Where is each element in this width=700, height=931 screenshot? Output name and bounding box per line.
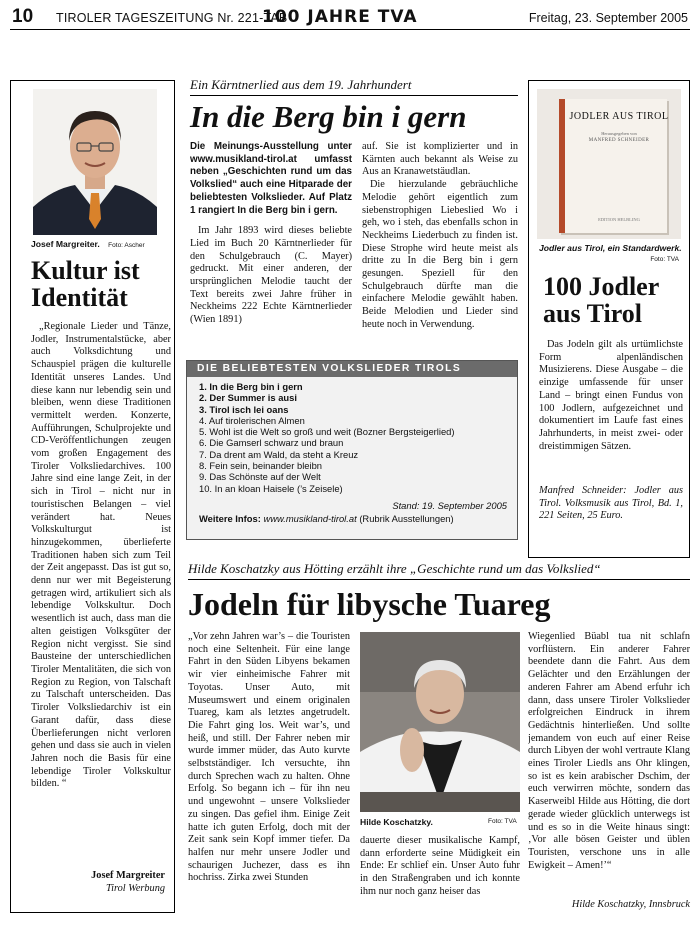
bottom-article-col2-paragraph: dauerte dieser musikalische Kampf, dann erforderte seine Müdigkeit ein Ende: Er schlief ein. Unser Auto fuhr in den Straßengraben und ich konnte ihm nur noch ganz heiser das (360, 835, 520, 897)
book-reference (539, 485, 683, 543)
bottom-article-col3-paragraph: Wiegenlied Büabl tua nit schlafn vorflüstern. Ein anderer Fahrer beendete dann die Fahrt. Aus dem Gelächter und den Erzählungen der anderen Fahrer am Abend erfuhr ich dann, dass unsere Tiroler Volkslieder erfolgreichen Eindruck in ihrem Gedächtnis hinterließen. Und sollte jemandem von euch auf einer Reise durch Libyen der wohl vertraute Klang eines Tiroler Liedls ans Ohr klingen, so ist es kein arabischer Dschim, der euch verwirren möchte, sondern das Kaserweibl Hilde aus Hötting, die dort gerade wieder glücklich unterwegs ist und es so in die Weite hinaus singt: ‚Vor alle bösen Geister und üblen Touristen, verschone uns in alle Ewigkeit – Amen!’“ (528, 631, 690, 871)
list-stand-date: Stand: 19. September 2005 (392, 500, 507, 511)
book-cover-subtitle: Herausgegeben von (601, 131, 637, 136)
bottom-article-col3 (528, 631, 690, 899)
list-item: 7. Da drent am Wald, da steht a Kreuz (199, 448, 359, 460)
book-cover-photo (537, 89, 681, 239)
bottom-article-signature: Hilde Koschatzky, Innsbruck (571, 899, 690, 910)
bottom-article-col1-paragraph: „Vor zehn Jahren war’s – die Touristen noch eine Seltenheit. Für eine lange Fahrt in den Süden Libyens bekamen wir vier einheimische Fahrer mit Toyotas. Unser Auto, mit Museumswert und einem originalen Tuareg, kam als letztes angetrudelt. Die Fahrt ging los. Weit war’s, und heiß, und still. Der Fahrer neben mir wurde immer müder, das Auto kurvte selbstständiger. Ich versuchte, ihn durch Sprechen wach zu halten. Ohne Erfolg. So begann ich – für ihn neu und ungewohnt – unsere Volkslieder zu singen. Das gefiel ihm. Einige Zeit hatte ich guten Erfolg, doch mit der Zeit sank sein Kopf immer tiefer. Da halfen nur mehr unsere Jodler und schaurigen Juchezer, dass es ihn hochriss. Zirka zwei Stunden (188, 631, 350, 884)
koschatzky-caption (360, 817, 480, 827)
page-number: 10 (12, 6, 34, 27)
top-article-rule (190, 95, 518, 96)
book-cover (559, 99, 667, 233)
list-item: 6. Die Gamserl schwarz und braun (199, 437, 344, 449)
list-item: 9. Das Schönste auf der Welt (199, 471, 321, 483)
caption-name: Josef Margreiter. (31, 239, 100, 249)
bottom-article-col1 (188, 631, 350, 911)
signature-organization: Tirol Werbung (105, 882, 165, 894)
right-body-text (539, 339, 683, 481)
bottom-article-col2 (360, 835, 520, 911)
popular-songs-list (187, 377, 517, 494)
book-reference-text: Manfred Schneider: Jodler aus Tirol. Volksmusik aus Tirol, Bd. 1, 221 Seiten, 25 Euro. (539, 485, 683, 522)
more-info-url[interactable]: www.musikland-tirol.at (263, 513, 357, 524)
book-caption (539, 243, 684, 253)
book-photo-credit: Foto: TVA (650, 256, 679, 263)
book-caption-text: Jodler aus Tirol, ein Standardwerk. (539, 243, 682, 253)
list-item: 2. Der Summer is ausi (199, 392, 297, 404)
book-cover-author: MANFRED SCHNEIDER (588, 138, 650, 143)
left-headline: Kultur ist Identität (31, 256, 140, 313)
signature-name: Josef Margreiter (91, 870, 165, 881)
top-article-col1-paragraph: Im Jahr 1893 wird dieses beliebte Lied im Buch 20 Kärntnerlieder für den Schulgebrauch (C. Mayer) gedruckt. Mit einer anderen, der ursprünglichen Melodie taucht der Text bereits zwei Jahre früher in Neckheims 222 Echte Kärntnerlieder (Wien 1891) (190, 225, 352, 326)
portrait-photo-margreiter (33, 89, 157, 235)
list-item: 1. In die Berg bin i gern (199, 381, 303, 392)
koschatzky-photo (360, 632, 520, 812)
issue-date: Freitag, 23. September 2005 (528, 11, 688, 25)
list-item: 3. Tirol isch lei oans (199, 403, 289, 415)
list-item: 10. In an kloan Haisele (’s Zeisele) (199, 482, 343, 494)
book-cover-footer: EDITION HELBLING (598, 217, 640, 222)
portrait-image (33, 89, 157, 235)
top-article-col2 (362, 141, 518, 358)
newspaper-name: TIROLER TAGESZEITUNG Nr. 221-TAB (56, 11, 288, 25)
list-item: 8. Fein sein, beinander bleibn (199, 460, 323, 472)
koschatzky-image (360, 632, 520, 812)
top-article-col2-paragraph-1: auf. Sie ist komplizierter und in Kärnten auch bekannt als Weise zu Aus an Kranawetstäudlan. (362, 141, 518, 178)
right-body-paragraph: Das Jodeln gilt als urtümlichste Form alpenländischen Musizierens. Diese Ausgabe – die einzige umfassende für unser Land – bringt einen Fundus von 100 Jodlern, aufgezeichnet und dokumentiert im Laufe fast eines Jahrhunderts, in meist zwei- oder dreistimmigen Sätzen. (539, 339, 683, 452)
top-article-kicker: Ein Kärntnerlied aus dem 19. Jahrhundert (190, 77, 412, 92)
more-info-note: (Rubrik Ausstellungen) (359, 513, 454, 524)
bottom-article-kicker: Hilde Koschatzky aus Hötting erzählt ihre „Geschichte rund um das Volkslied“ (188, 561, 601, 576)
koschatzky-caption-text: Hilde Koschatzky. (360, 817, 433, 827)
more-info-label: Weitere Infos: (199, 513, 261, 524)
list-item: 4. Auf tirolerischen Almen (199, 414, 305, 426)
book-cover-title: JODLER AUS TIROL (569, 111, 669, 122)
left-body-paragraph: „Regionale Lieder und Tänze, Jodler, Instrumentalstücke, aber auch Volksdichtung und Schauspiel prägen die kulturelle Identität unseres Landes. Und diese kann nur lebendig sein und bleiben, wenn diese Traditionen vermittelt werden. Konzerte, Aufführungen, Schulprojekte und CD-Veröffentlichungen zeugen vom großen Engagement des Tiroler Volksliedarchives. 100 Jahre sind eine lange Zeit, in der sich in Tirol – nicht nur in touristischen Belangen – viel verändert hat. Neues Volkskulturgut ist hinzugekommen, überlieferte Traditionen haben sich zum Teil der Zeit angepasst. Das ist gut so, denn nur wer mit Begeisterung getragen wird, artikuliert sich als lebendige Volkskultur. Doch wesentlich ist auch, dass man die alten geistigen Volksgüter der Region nicht vergisst. Sie sind Bausteine der unterschiedlichen Tiroler Mentalitäten, die sich von Region zu Region, von Talschaft zu Talschaft unterscheiden. Das Tiroler Volksliedarchiv ist ein Garant dafür, dass diese Überlieferungen nicht verloren gehen und dass sie auch in vielen Jahren noch die Basis für eine lebendige Tiroler Volkskultur bilden. “ (31, 321, 171, 790)
top-article-col1 (190, 141, 352, 358)
page-header (10, 6, 690, 30)
right-column-box (528, 80, 690, 558)
portrait-caption (31, 239, 171, 250)
list-more-info (199, 513, 454, 524)
popular-songs-box (186, 360, 518, 540)
left-signature (25, 870, 165, 895)
right-headline: 100 Jodler aus Tirol (543, 272, 659, 329)
left-column-box (10, 80, 175, 913)
bottom-article-rule (188, 579, 690, 580)
left-body-text (31, 321, 171, 866)
top-article-lead: Die Meinungs-Ausstellung unter www.musikland-tirol.at umfasst neben „Geschichten rund um das Volkslied“ auch eine Hitparade der beliebtesten Volkslieder. Auf Platz 1 rangiert In die Berg bin i gern. (190, 141, 352, 216)
top-article-col2-paragraph-2: Die hierzulande gebräuchliche Melodie gehört eigentlich zum siebenstrophigen Liebeslied Wo i geh, wo i steh, das ebenfalls schon in Neckheims Liederbuch zu finden ist. Diese Strophe wird heute meist als dritte zu In die Berg bin i gern gesungen. Speziell für den Schulgebrauch dürfte man die einfachere Melodie gewählt haben. Beide Melodien und Lieder sind heute noch in Verwendung. (362, 179, 518, 330)
top-article-headline: In die Berg bin i gern (190, 99, 467, 134)
koschatzky-photo-credit: Foto: TVA (488, 818, 517, 825)
bottom-article-headline: Jodeln für libysche Tuareg (188, 586, 551, 622)
list-item: 5. Wohl ist die Welt so groß und weit (Bozner Bergsteigerlied) (199, 426, 455, 438)
edition-title: 100 JAHRE TVA (262, 7, 418, 27)
popular-songs-title: DIE BELIEBTESTEN VOLKSLIEDER TIROLS (187, 361, 517, 377)
photo-credit: Foto: Ascher (108, 242, 145, 249)
